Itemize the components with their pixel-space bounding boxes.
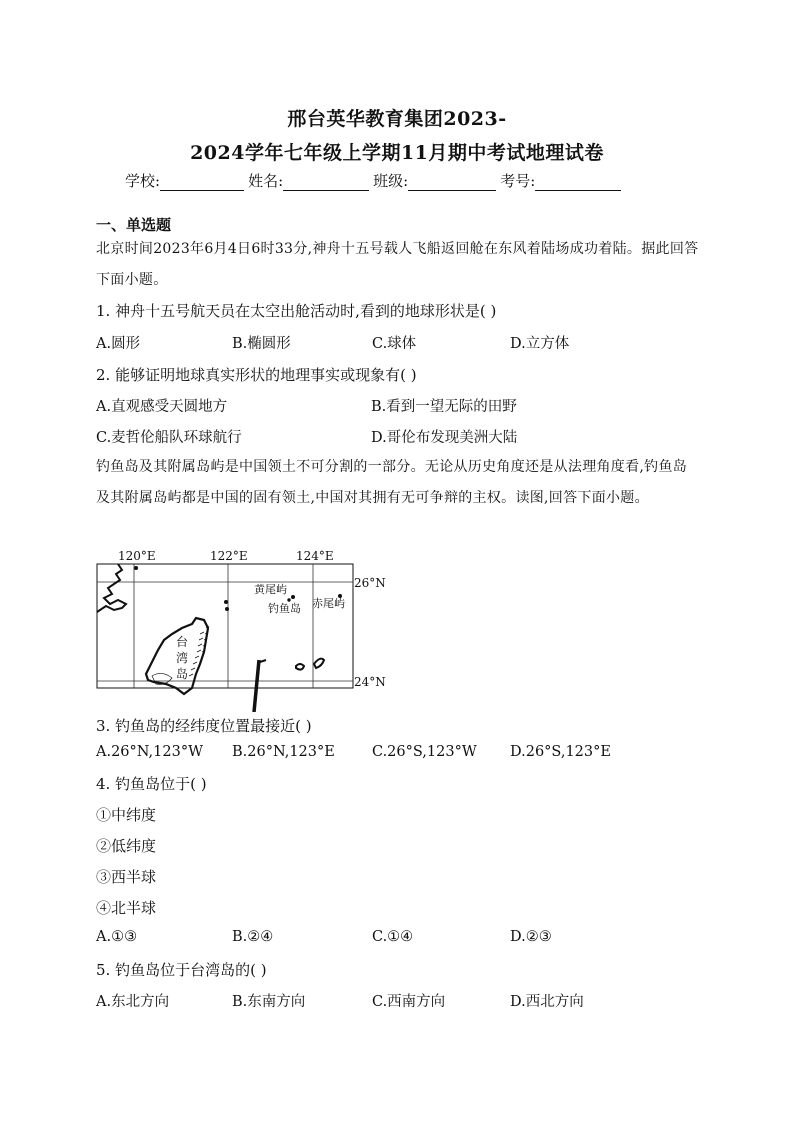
eastern-island-tip (260, 660, 266, 662)
q1-option-b[interactable]: B.椭圆形 (232, 336, 291, 352)
map-frame (97, 564, 353, 688)
q4-option-a[interactable]: A.①③ (96, 929, 138, 945)
q3-option-d[interactable]: D.26°S,123°E (510, 744, 611, 760)
q5-option-c[interactable]: C.西南方向 (372, 994, 446, 1010)
q5-option-a[interactable]: A.东北方向 (96, 994, 170, 1010)
q3-option-a[interactable]: A.26°N,123°W (96, 744, 203, 760)
mainland-coast (97, 564, 126, 612)
q4-statement-4: ④北半球 (96, 899, 157, 917)
q2-option-a[interactable]: A.直观感受天圆地方 (96, 399, 228, 415)
q2-option-b[interactable]: B.看到一望无际的田野 (371, 399, 517, 415)
student-info-row (125, 170, 625, 191)
q4-option-d[interactable]: D.②③ (510, 929, 552, 945)
q4-option-b[interactable]: B.②④ (232, 929, 274, 945)
island-shape-1 (296, 664, 304, 670)
coast-island-dot (134, 566, 138, 570)
taiwan-label-2: 湾 (176, 651, 189, 665)
q1-option-a[interactable]: A.圆形 (96, 336, 141, 352)
chiwei-label: 赤尾屿 (312, 597, 345, 610)
huangwei-dot (291, 595, 295, 599)
q3-option-c[interactable]: C.26°S,123°W (372, 744, 477, 760)
school-blank[interactable] (160, 174, 244, 191)
taiwan-label-1: 台 (176, 635, 189, 649)
q4-statement-1: ①中纬度 (96, 806, 157, 824)
lat-label-26: 26°N (354, 576, 386, 590)
student-id-blank[interactable] (535, 174, 621, 191)
q2-option-d[interactable]: D.哥伦布发现美洲大陆 (371, 430, 518, 446)
question-3-stem: 3. 钓鱼岛的经纬度位置最接近( ) (96, 717, 312, 735)
q1-option-d[interactable]: D.立方体 (510, 336, 570, 352)
section-heading: 一、单选题 (96, 216, 172, 234)
question-5-stem: 5. 钓鱼岛位于台湾岛的( ) (96, 961, 267, 979)
lon-label-120: 120°E (118, 549, 156, 563)
name-blank[interactable] (283, 174, 369, 191)
diaoyu-label: 钓鱼岛 (268, 602, 301, 615)
q4-option-c[interactable]: C.①④ (372, 929, 414, 945)
q4-statement-2: ②低纬度 (96, 837, 157, 855)
taiwan-label-3: 岛 (176, 667, 189, 681)
huangwei-label: 黄尾屿 (254, 583, 287, 596)
lon-label-124: 124°E (296, 549, 334, 563)
island-dot-1 (224, 600, 228, 604)
q1-option-c[interactable]: C.球体 (372, 336, 417, 352)
lon-label-122: 122°E (210, 549, 248, 563)
exam-title-line-1: 邢台英华教育集团2023- (287, 108, 507, 130)
diaoyu-map (96, 548, 386, 712)
q5-option-d[interactable]: D.西北方向 (510, 994, 584, 1010)
class-label: 班级: (373, 172, 409, 190)
eastern-island-bar (254, 660, 259, 712)
name-label: 姓名: (248, 172, 284, 190)
q3-option-b[interactable]: B.26°N,123°E (232, 744, 335, 760)
material-1: 北京时间2023年6月4日6时33分,神舟十五号载人飞船返回舱在东风着陆场成功着陆。据此回答下面小题。 (96, 241, 699, 288)
q2-option-c[interactable]: C.麦哲伦船队环球航行 (96, 430, 242, 446)
q5-option-b[interactable]: B.东南方向 (232, 994, 306, 1010)
lat-label-24: 24°N (354, 675, 386, 689)
q4-statement-3: ③西半球 (96, 868, 157, 886)
question-2-stem: 2. 能够证明地球真实形状的地理事实或现象有( ) (96, 366, 417, 384)
question-1-stem: 1. 神舟十五号航天员在太空出舱活动时,看到的地球形状是( ) (96, 302, 497, 320)
question-4-stem: 4. 钓鱼岛位于( ) (96, 775, 207, 793)
exam-title-line-2: 2024学年七年级上学期11月期中考试地理试卷 (190, 142, 604, 164)
class-blank[interactable] (408, 174, 496, 191)
school-label: 学校: (125, 172, 161, 190)
student-id-label: 考号: (500, 172, 536, 190)
island-dot-2 (225, 607, 229, 611)
material-2: 钓鱼岛及其附属岛屿是中国领土不可分割的一部分。无论从历史角度还是从法理角度看,钓鱼岛及其附属岛屿都是中国的固有领土,中国对其拥有无可争辩的主权。读图,回答下面小题。 (96, 459, 688, 506)
island-shape-2 (314, 659, 324, 668)
